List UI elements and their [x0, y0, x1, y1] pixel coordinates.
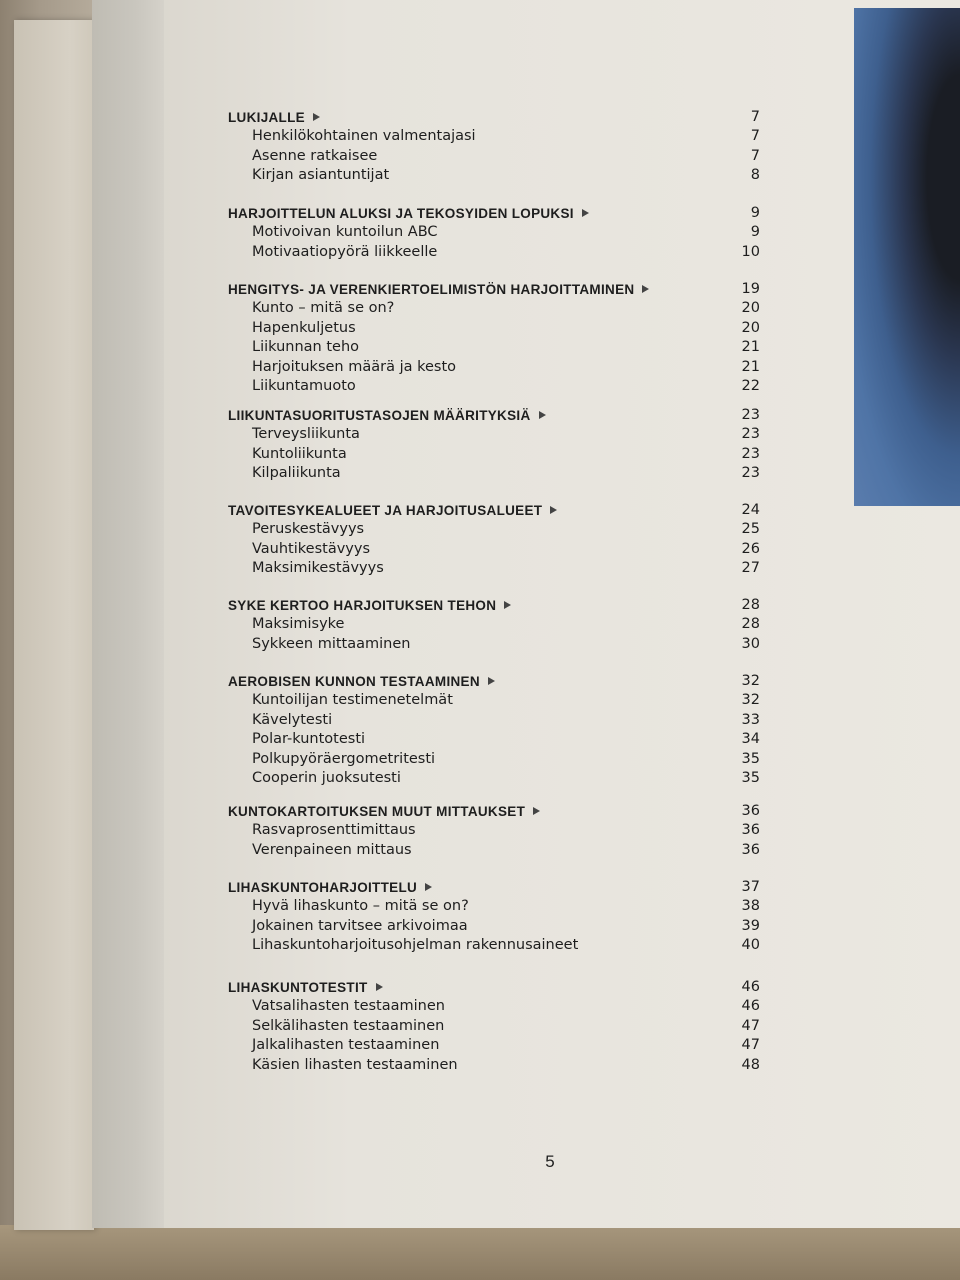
entry-page-number: 21 [741, 358, 760, 375]
toc-section [228, 501, 760, 579]
toc-entry[interactable] [228, 127, 760, 146]
toc-entry[interactable] [228, 377, 760, 396]
section-page-number: 23 [741, 407, 760, 423]
section-title: LIHASKUNTOTESTIT [228, 980, 368, 995]
toc-entry[interactable] [228, 730, 760, 749]
entry-title: Verenpaineen mittaus [252, 841, 412, 858]
section-title: AEROBISEN KUNNON TESTAAMINEN [228, 674, 480, 689]
entry-page-number: 46 [741, 998, 760, 1015]
entry-page-number: 7 [750, 128, 760, 145]
toc-section [228, 204, 760, 262]
entry-title: Polkupyöräergometritesti [252, 750, 436, 767]
section-heading-text [228, 978, 383, 997]
toc-entry[interactable] [228, 897, 760, 916]
entry-title: Jokainen tarvitsee arkivoimaa [252, 917, 468, 934]
entry-title: Motivaatiopyörä liikkeelle [252, 243, 438, 260]
entry-title: Rasvaprosenttimittaus [252, 822, 416, 839]
section-heading-text [228, 878, 432, 897]
toc-section [228, 280, 760, 396]
entry-page-number: 21 [741, 339, 760, 356]
triangle-right-icon [642, 285, 649, 293]
entry-page-number: 34 [741, 731, 760, 748]
triangle-right-icon [539, 411, 546, 419]
entry-title: Selkälihasten testaaminen [252, 1017, 445, 1034]
toc-entry[interactable] [228, 425, 760, 444]
triangle-right-icon [504, 601, 511, 609]
photo-strip [854, 8, 960, 506]
entry-title: Henkilökohtainen valmentajasi [252, 128, 476, 145]
toc-entry[interactable] [228, 750, 760, 769]
entry-page-number: 9 [750, 224, 760, 241]
entry-title: Harjoituksen määrä ja kesto [252, 358, 457, 375]
entry-title: Maksimisyke [252, 616, 345, 633]
entry-title: Lihaskuntoharjoitusohjelman rakennusaineet [252, 937, 579, 954]
toc-entry[interactable] [228, 1036, 760, 1055]
entry-page-number: 28 [741, 616, 760, 633]
toc-entry[interactable] [228, 841, 760, 860]
section-heading-text [228, 501, 557, 520]
toc-entry[interactable] [228, 540, 760, 559]
entry-page-number: 26 [741, 540, 760, 557]
entry-page-number: 23 [741, 426, 760, 443]
toc-section-heading[interactable] [228, 204, 760, 223]
entry-title: Maksimikestävyys [252, 560, 384, 577]
toc-entry[interactable] [228, 319, 760, 338]
section-title: HENGITYS- JA VERENKIERTOELIMISTÖN HARJOITTAMINEN [228, 282, 635, 297]
entry-page-number: 23 [741, 445, 760, 462]
toc-section-heading[interactable] [228, 596, 760, 615]
section-page-number: 32 [741, 673, 760, 689]
entry-title: Hyvä lihaskunto – mitä se on? [252, 898, 469, 915]
toc-section-heading[interactable] [228, 108, 760, 127]
entry-page-number: 38 [741, 898, 760, 915]
toc-entry[interactable] [228, 1017, 760, 1036]
section-title: KUNTOKARTOITUKSEN MUUT MITTAUKSET [228, 804, 526, 819]
entry-title: Hapenkuljetus [252, 319, 356, 336]
toc-section [228, 108, 760, 186]
toc-entry[interactable] [228, 464, 760, 483]
toc-entry[interactable] [228, 166, 760, 185]
section-page-number: 36 [741, 803, 760, 819]
entry-page-number: 47 [741, 1017, 760, 1034]
triangle-right-icon [376, 983, 383, 991]
section-page-number: 28 [741, 597, 760, 613]
entry-title: Terveysliikunta [252, 426, 360, 443]
entry-title: Kunto – mitä se on? [252, 300, 395, 317]
section-page-number: 24 [741, 502, 760, 518]
toc-section-heading[interactable] [228, 878, 760, 897]
triangle-right-icon [582, 209, 589, 217]
triangle-right-icon [313, 113, 320, 121]
entry-page-number: 10 [741, 243, 760, 260]
section-heading-text [228, 108, 320, 127]
entry-title: Vauhtikestävyys [252, 540, 370, 557]
section-page-number: 37 [741, 879, 760, 895]
section-heading-text [228, 802, 540, 821]
entry-title: Sykkeen mittaaminen [252, 635, 411, 652]
entry-title: Peruskestävyys [252, 521, 365, 538]
toc-entry[interactable] [228, 243, 760, 262]
section-title: TAVOITESYKEALUEET JA HARJOITUSALUEET [228, 503, 543, 518]
triangle-right-icon [533, 807, 540, 815]
toc-entry[interactable] [228, 147, 760, 166]
toc-section [228, 802, 760, 860]
toc-section-heading[interactable] [228, 406, 760, 425]
section-heading-text [228, 280, 649, 299]
entry-page-number: 20 [741, 319, 760, 336]
triangle-right-icon [488, 677, 495, 685]
section-heading-text [228, 204, 589, 223]
toc-section [228, 978, 760, 1075]
toc-entry[interactable] [228, 635, 760, 654]
toc-entry[interactable] [228, 615, 760, 634]
toc-entry[interactable] [228, 936, 760, 955]
entry-title: Kilpaliikunta [252, 465, 341, 482]
entry-page-number: 36 [741, 841, 760, 858]
toc-entry[interactable] [228, 917, 760, 936]
entry-title: Kävelytesti [252, 711, 333, 728]
entry-title: Kuntoliikunta [252, 445, 347, 462]
table-surface [0, 1225, 960, 1280]
toc-entry[interactable] [228, 711, 760, 730]
section-title: SYKE KERTOO HARJOITUKSEN TEHON [228, 598, 497, 613]
entry-title: Käsien lihasten testaaminen [252, 1056, 458, 1073]
entry-page-number: 8 [750, 167, 760, 184]
toc-section-heading[interactable] [228, 978, 760, 997]
section-heading-text [228, 406, 546, 425]
toc-entry[interactable] [228, 338, 760, 357]
toc-entry[interactable] [228, 691, 760, 710]
toc-entry[interactable] [228, 769, 760, 788]
toc-entry[interactable] [228, 520, 760, 539]
page-number: 5 [545, 1152, 555, 1171]
section-heading-text [228, 672, 495, 691]
entry-title: Jalkalihasten testaaminen [252, 1037, 440, 1054]
entry-page-number: 40 [741, 937, 760, 954]
entry-page-number: 32 [741, 692, 760, 709]
toc-entry[interactable] [228, 821, 760, 840]
entry-title: Kuntoilijan testimenetelmät [252, 692, 453, 709]
entry-page-number: 7 [750, 147, 760, 164]
toc-entry[interactable] [228, 559, 760, 578]
toc-section-heading[interactable] [228, 672, 760, 691]
entry-page-number: 39 [741, 917, 760, 934]
entry-title: Vatsalihasten testaaminen [252, 998, 445, 1015]
toc-entry[interactable] [228, 445, 760, 464]
toc-entry[interactable] [228, 358, 760, 377]
entry-page-number: 23 [741, 465, 760, 482]
entry-page-number: 22 [741, 377, 760, 394]
section-page-number: 46 [741, 979, 760, 995]
toc-section [228, 406, 760, 484]
toc-section-heading[interactable] [228, 802, 760, 821]
entry-page-number: 35 [741, 769, 760, 786]
entry-title: Polar-kuntotesti [252, 731, 366, 748]
triangle-right-icon [425, 883, 432, 891]
entry-title: Kirjan asiantuntijat [252, 167, 390, 184]
page-gutter [92, 0, 164, 1228]
toc-section [228, 596, 760, 654]
triangle-right-icon [550, 506, 557, 514]
section-page-number: 19 [741, 281, 760, 297]
section-title: LUKIJALLE [228, 110, 305, 125]
entry-title: Liikunnan teho [252, 339, 360, 356]
entry-page-number: 25 [741, 521, 760, 538]
section-title: LIIKUNTASUORITUSTASOJEN MÄÄRITYKSIÄ [228, 408, 531, 423]
toc-entry[interactable] [228, 1056, 760, 1075]
section-title: HARJOITTELUN ALUKSI JA TEKOSYIDEN LOPUKSI [228, 206, 574, 221]
entry-title: Cooperin juoksutesti [252, 769, 401, 786]
section-heading-text [228, 596, 511, 615]
toc-entry[interactable] [228, 997, 760, 1016]
toc-section [228, 672, 760, 788]
section-page-number: 7 [750, 109, 760, 125]
entry-page-number: 47 [741, 1037, 760, 1054]
section-title: LIHASKUNTOHARJOITTELU [228, 880, 418, 895]
entry-page-number: 36 [741, 822, 760, 839]
entry-page-number: 35 [741, 750, 760, 767]
entry-title: Motivoivan kuntoilun ABC [252, 224, 438, 241]
entry-page-number: 30 [741, 635, 760, 652]
toc-entry[interactable] [228, 223, 760, 242]
entry-page-number: 20 [741, 300, 760, 317]
toc-section [228, 878, 760, 956]
toc-entry[interactable] [228, 299, 760, 318]
entry-title: Liikuntamuoto [252, 377, 356, 394]
section-page-number: 9 [750, 205, 760, 221]
facing-page-edge [14, 20, 94, 1230]
toc-section-heading[interactable] [228, 280, 760, 299]
entry-page-number: 27 [741, 560, 760, 577]
entry-page-number: 33 [741, 711, 760, 728]
toc-section-heading[interactable] [228, 501, 760, 520]
entry-page-number: 48 [741, 1056, 760, 1073]
entry-title: Asenne ratkaisee [252, 147, 378, 164]
